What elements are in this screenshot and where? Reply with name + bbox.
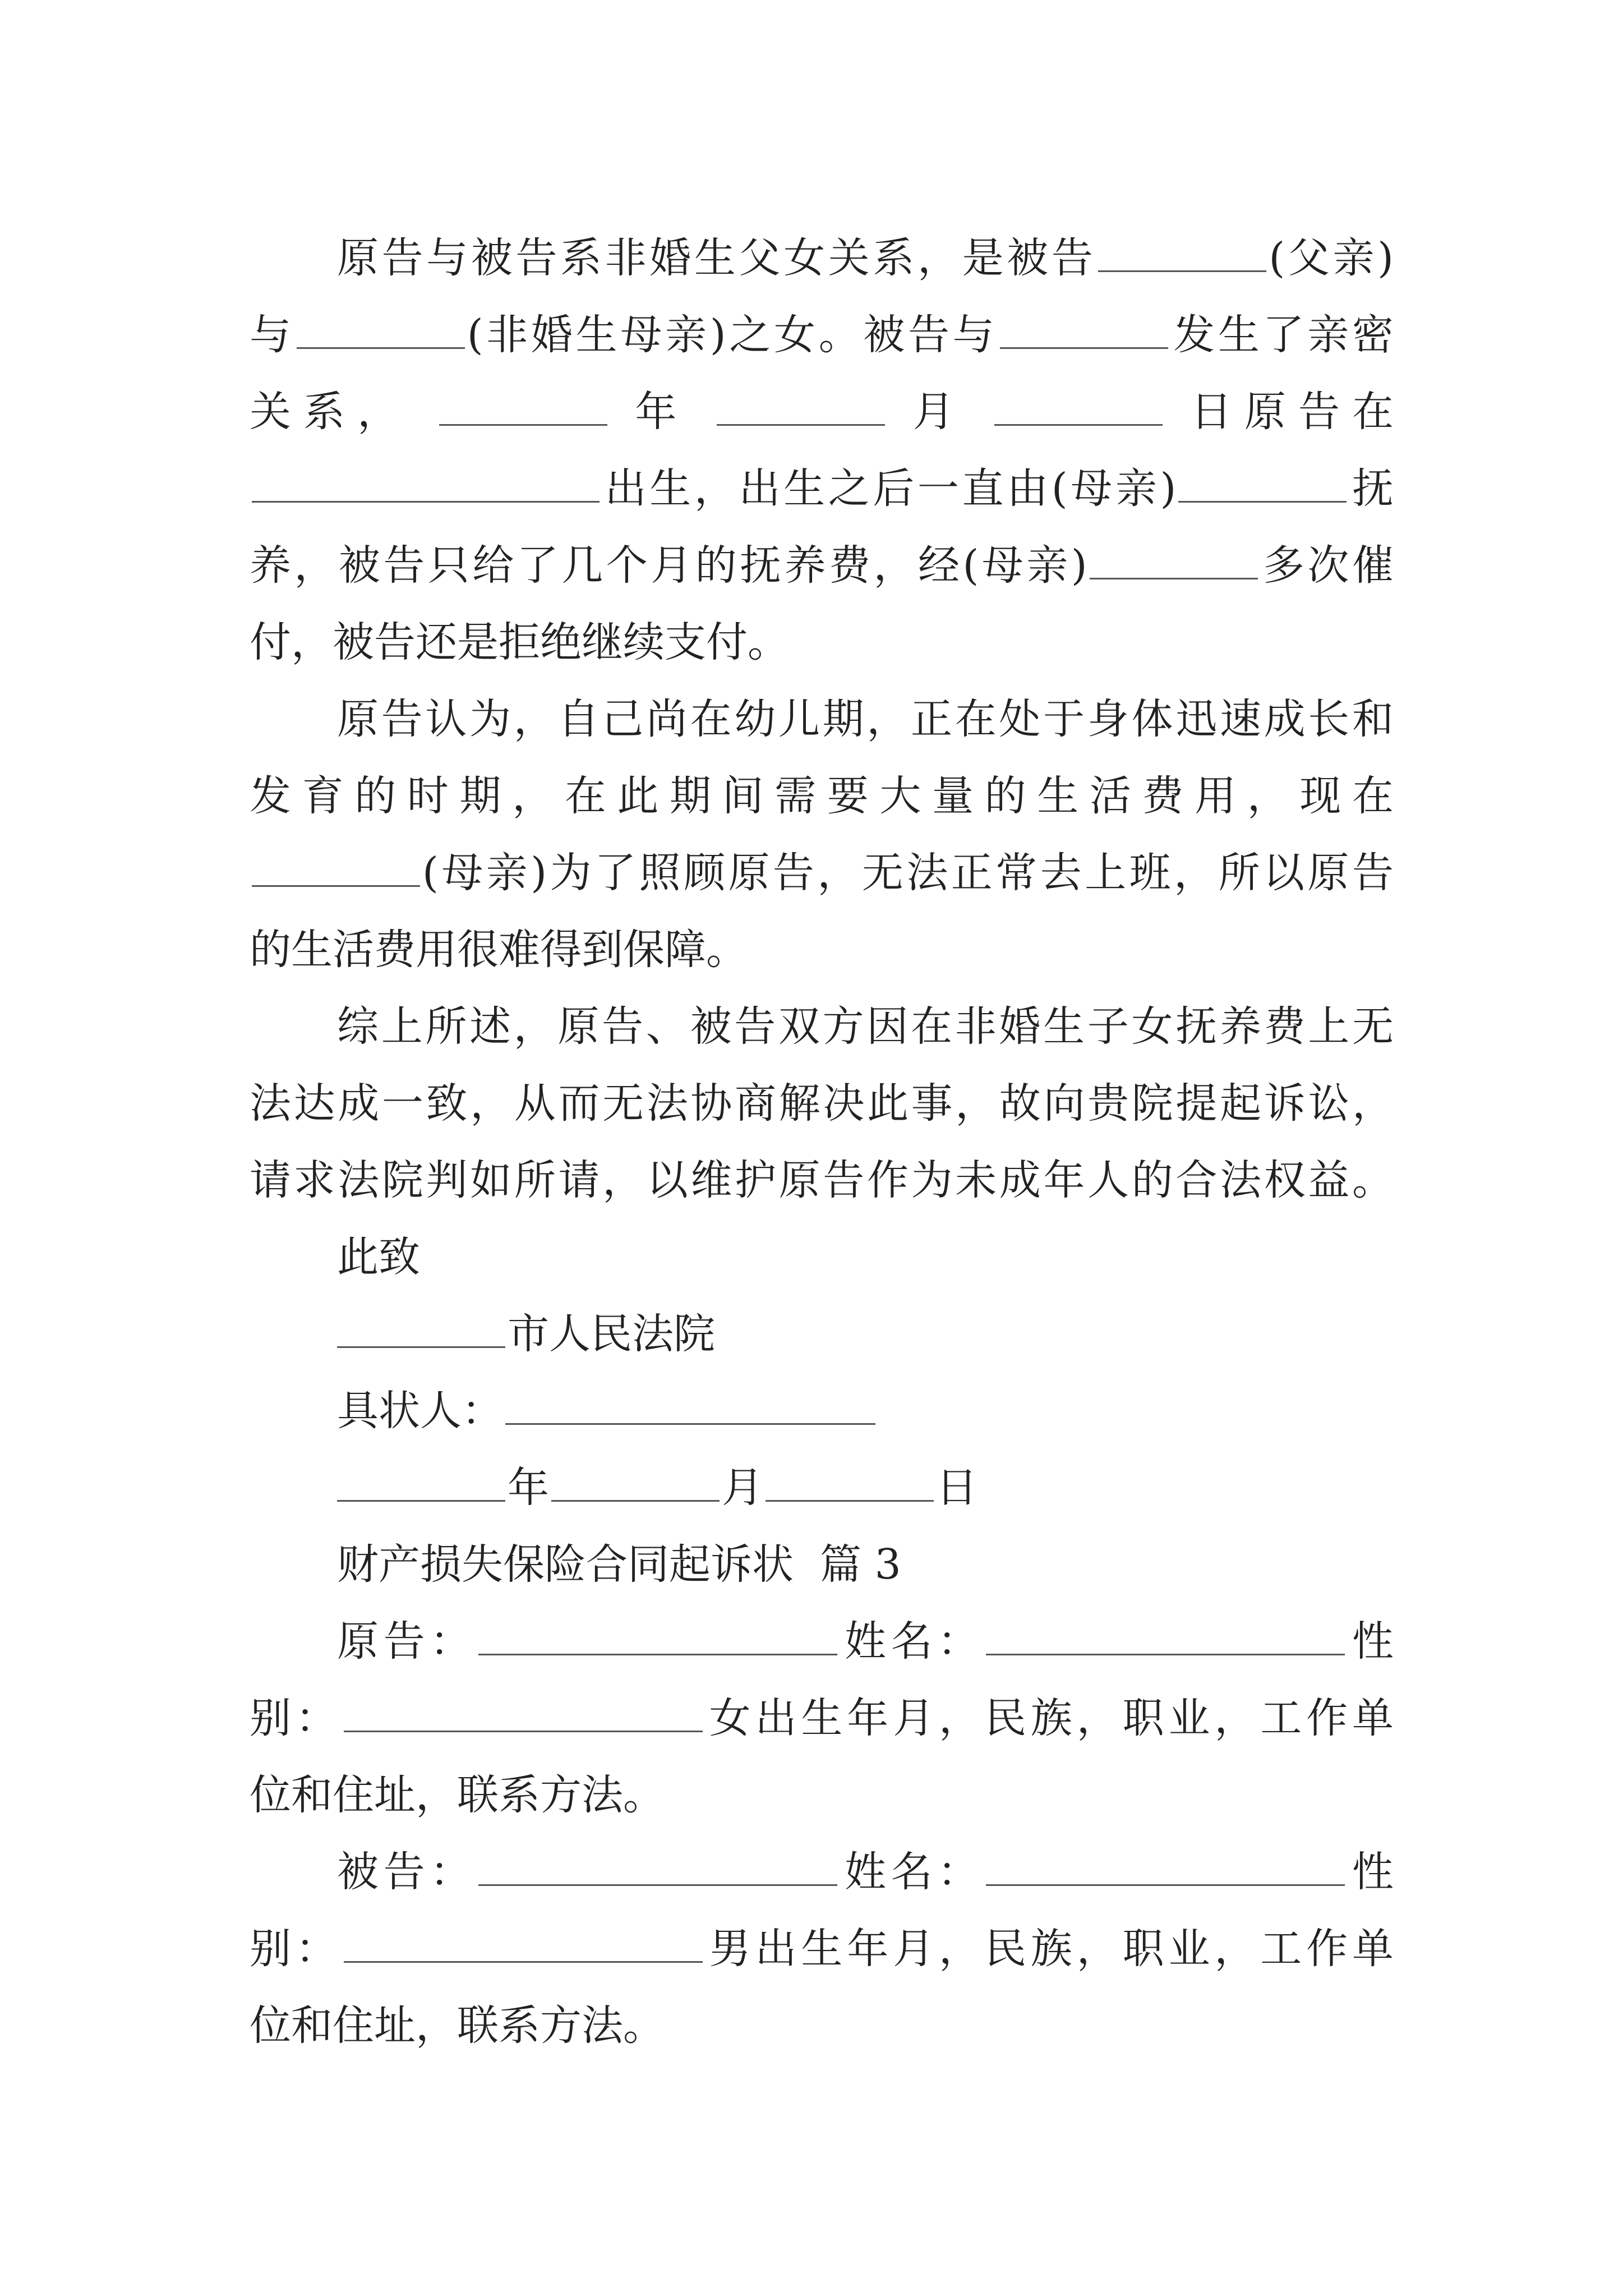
- text: (父亲): [1269, 234, 1394, 282]
- text: 综上所述，原告、被告双方因在非婚生子女抚养费上无: [337, 1002, 1394, 1051]
- text: (非婚生母亲)之女。被告与: [467, 311, 998, 359]
- text: 财产损失保险合同起诉状 篇 3: [337, 1540, 901, 1589]
- text: 市人民法院: [508, 1310, 715, 1358]
- p2-line2: [250, 758, 1394, 835]
- blank-field: [505, 1383, 875, 1425]
- text: 出生，出生之后一直由(母亲): [602, 464, 1177, 513]
- p2-line4: [250, 912, 1394, 988]
- blank-field: [1090, 537, 1258, 579]
- text: 此致: [337, 1233, 420, 1281]
- blank-field: [297, 307, 465, 349]
- blank-field: [337, 1460, 505, 1502]
- text: 姓名：: [840, 1848, 984, 1896]
- p2-line1: [250, 681, 1394, 758]
- p1-line3: [250, 374, 1394, 450]
- blank-field: [478, 1844, 837, 1886]
- text: (母亲)为了照顾原告，无法正常去上班，所以原告: [422, 849, 1394, 897]
- blank-field: [551, 1460, 720, 1502]
- blank-field: [717, 384, 885, 426]
- text: 姓名：: [840, 1617, 984, 1665]
- document-page: [250, 220, 1394, 2064]
- text: 日: [936, 1464, 978, 1512]
- text: 位和住址，联系方法。: [250, 2001, 665, 2050]
- text: 具状人：: [337, 1387, 503, 1435]
- court-line: [250, 1296, 1394, 1373]
- text: 与: [250, 311, 294, 359]
- blank-field: [252, 845, 420, 887]
- plaintiff-line3: [250, 1757, 1394, 1834]
- text: 别：: [250, 1925, 342, 1973]
- text: 原告与被告系非婚生父女关系，是被告: [337, 234, 1096, 282]
- text: 月: [722, 1464, 763, 1512]
- blank-field: [1178, 461, 1347, 503]
- text: 女出生年月，民族，职业，工作单: [704, 1694, 1394, 1742]
- defendant-line3: [250, 1987, 1394, 2064]
- section-title: [250, 1526, 1394, 1603]
- text: 日原告在: [1190, 388, 1394, 436]
- text: 别：: [250, 1694, 342, 1742]
- text: 抚: [1349, 464, 1394, 513]
- text: 被告：: [337, 1848, 477, 1896]
- text: 年: [635, 388, 689, 436]
- text: 男出生年月，民族，职业，工作单: [704, 1925, 1394, 1973]
- blank-field: [766, 1460, 934, 1502]
- text: 发育的时期，在此期间需要大量的生活费用，现在: [250, 772, 1394, 820]
- signer-line: [250, 1373, 1394, 1450]
- text: 性: [1347, 1848, 1394, 1896]
- plaintiff-line2: [250, 1680, 1394, 1757]
- salutation: [250, 1219, 1394, 1296]
- blank-field: [986, 1613, 1345, 1655]
- text: 多次催: [1260, 541, 1394, 590]
- blank-field: [1098, 230, 1266, 272]
- text: 发生了亲密: [1170, 311, 1394, 359]
- blank-field: [252, 461, 600, 503]
- text: 年: [508, 1464, 549, 1512]
- text: 原告认为，自己尚在幼儿期，正在处于身体迅速成长和: [337, 695, 1394, 743]
- p1-line4: [250, 450, 1394, 527]
- text: 性: [1347, 1617, 1394, 1665]
- text: 的生活费用很难得到保障。: [250, 926, 748, 974]
- date-line: [250, 1450, 1394, 1526]
- text: 请求法院判如所请，以维护原告作为未成年人的合法权益。: [250, 1156, 1394, 1204]
- blank-field: [986, 1844, 1345, 1886]
- p3-line2: [250, 1065, 1394, 1142]
- blank-field: [994, 384, 1163, 426]
- p1-line2: [250, 297, 1394, 374]
- text: 月: [912, 388, 967, 436]
- text: 原告：: [337, 1617, 477, 1665]
- blank-field: [439, 384, 607, 426]
- text: 养，被告只给了几个月的抚养费，经(母亲): [250, 541, 1087, 590]
- blank-field: [344, 1690, 703, 1732]
- text: 位和住址，联系方法。: [250, 1771, 665, 1819]
- p1-line6: [250, 604, 1394, 681]
- blank-field: [1000, 307, 1168, 349]
- defendant-line2: [250, 1911, 1394, 1987]
- p1-line5: [250, 527, 1394, 604]
- plaintiff-line1: [250, 1603, 1394, 1680]
- text: 关系，: [250, 388, 412, 436]
- blank-field: [337, 1306, 505, 1348]
- blank-field: [344, 1921, 703, 1963]
- p3-line3: [250, 1142, 1394, 1219]
- text: 付，被告还是拒绝继续支付。: [250, 618, 789, 666]
- p3-line1: [250, 988, 1394, 1065]
- text: 法达成一致，从而无法协商解决此事，故向贵院提起诉讼，: [250, 1079, 1394, 1128]
- blank-field: [478, 1613, 837, 1655]
- p1-line1: [250, 220, 1394, 297]
- defendant-line1: [250, 1834, 1394, 1911]
- p2-line3: [250, 835, 1394, 912]
